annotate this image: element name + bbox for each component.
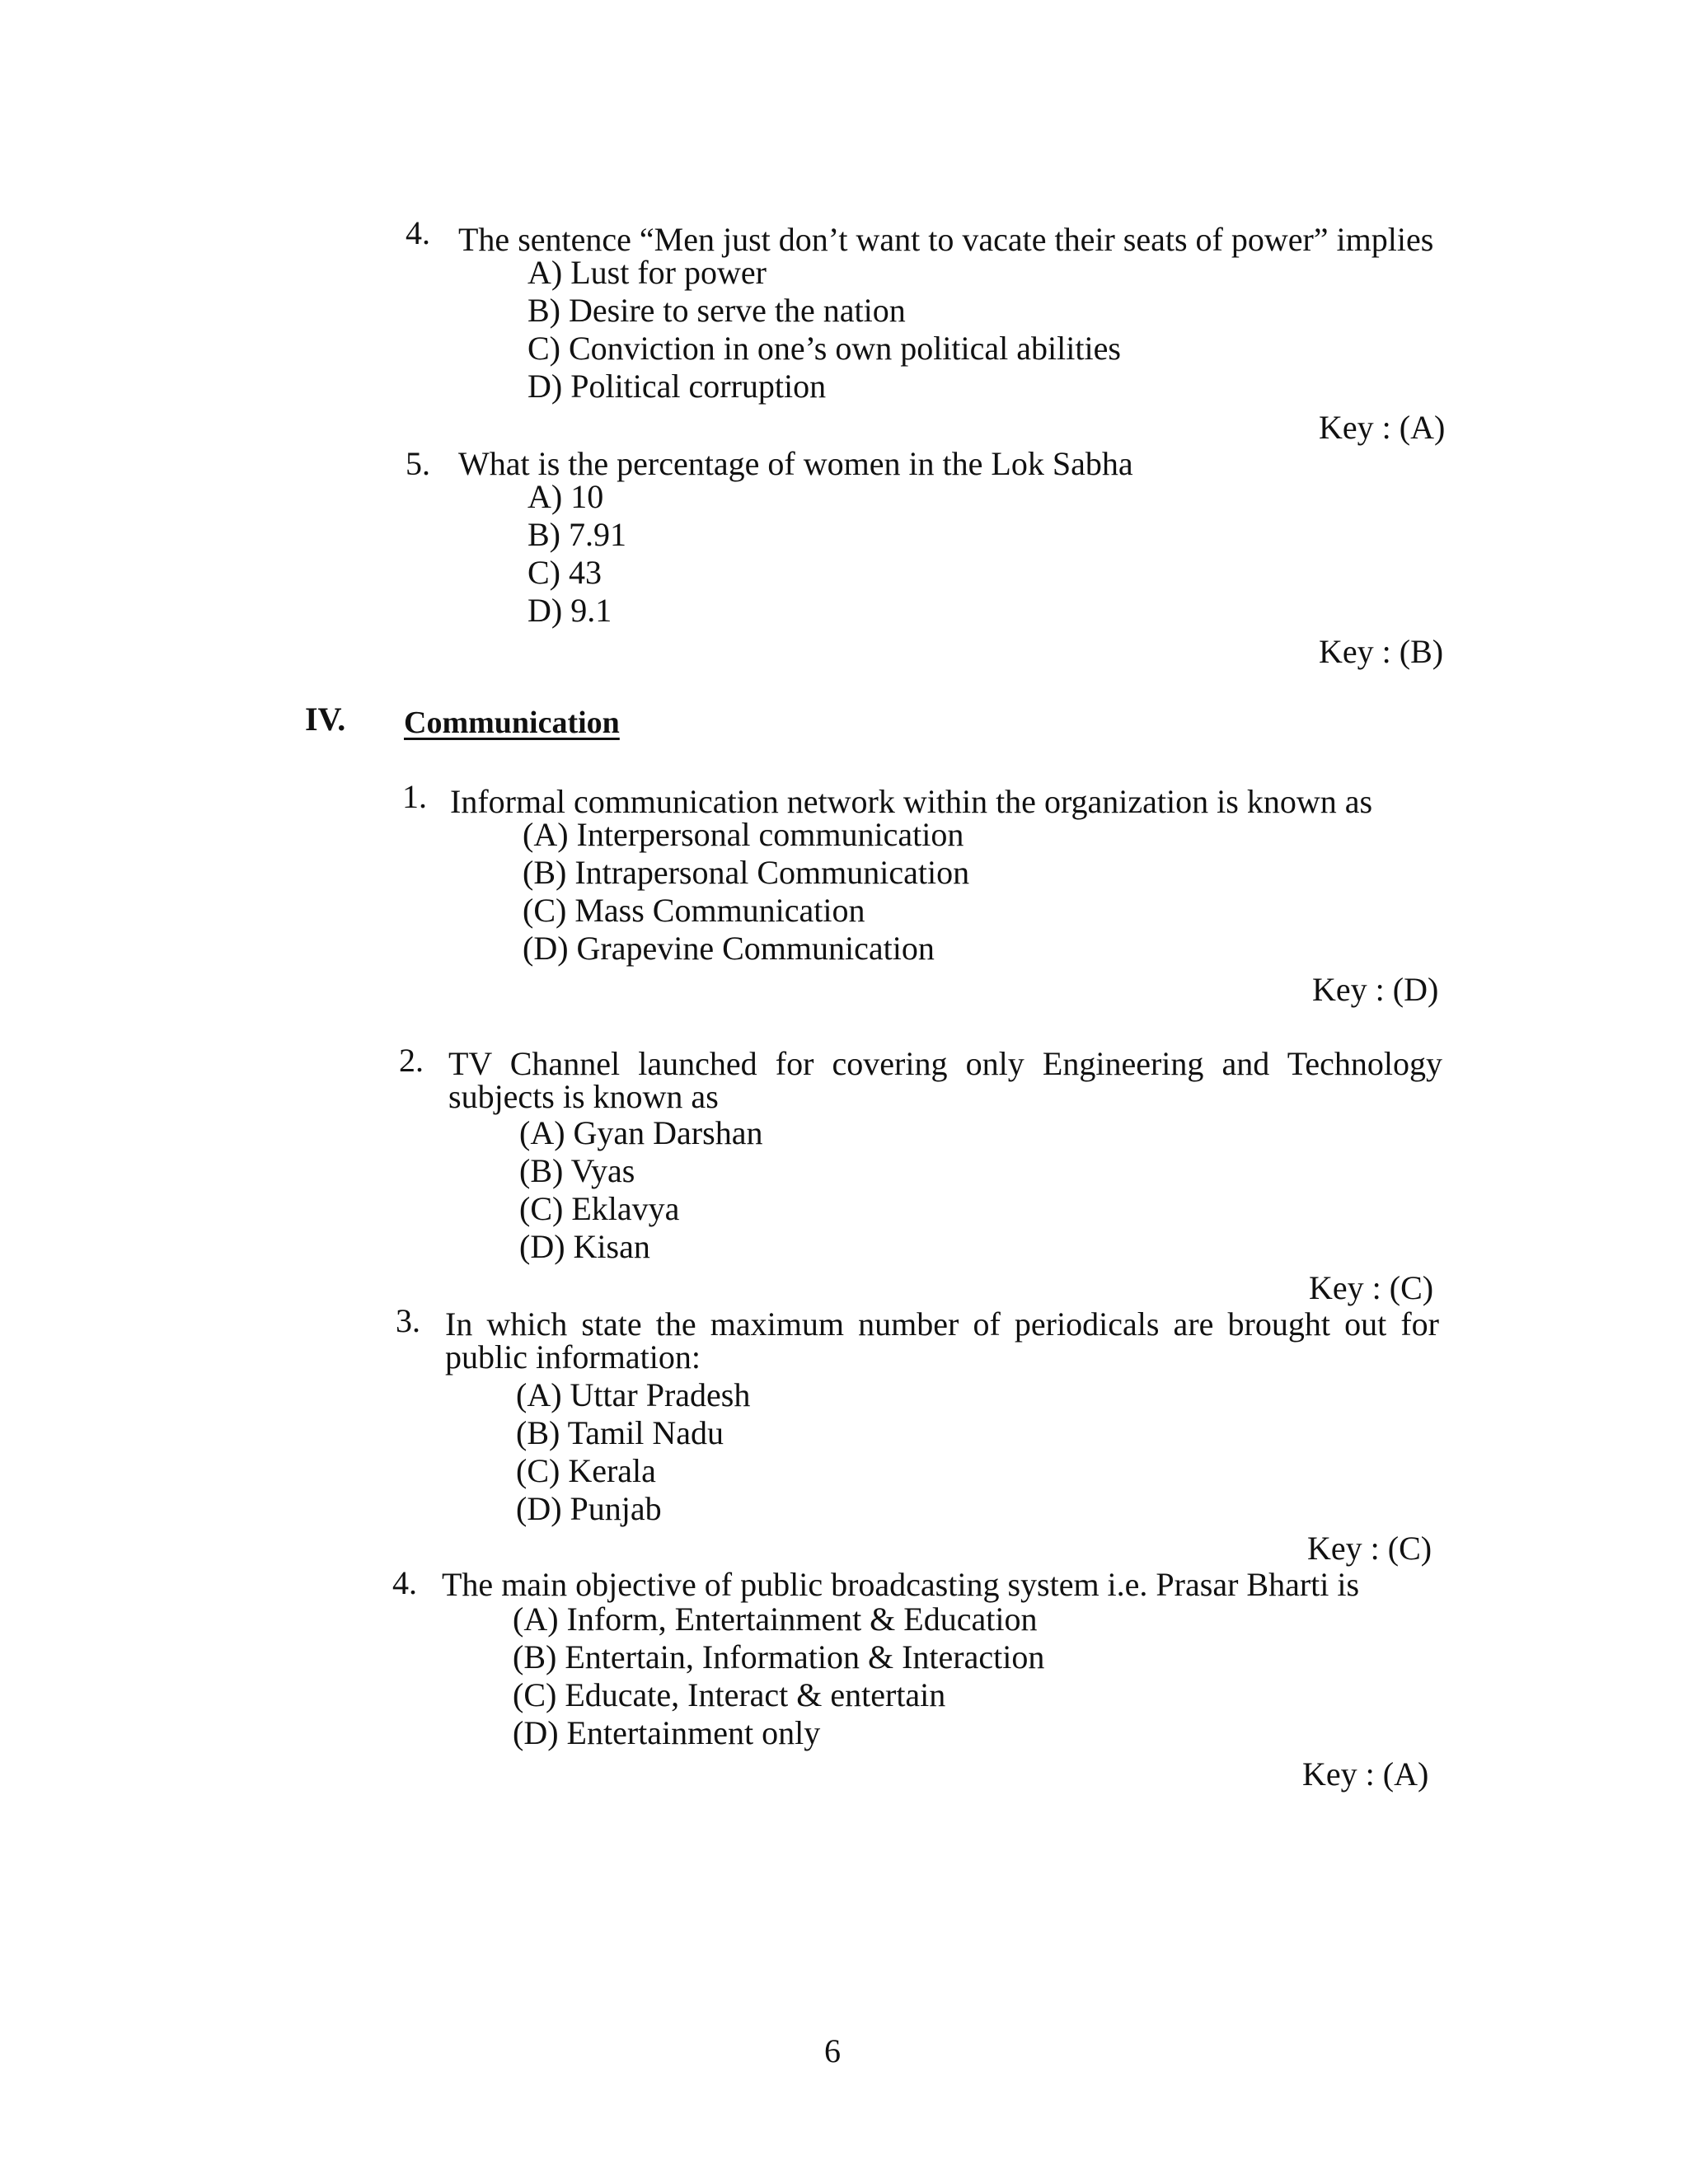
answer-key: Key : (B) [1319, 633, 1444, 670]
option-a: A) 10 [528, 478, 604, 515]
option-c: (C) Eklavya [519, 1190, 680, 1227]
answer-key: Key : (A) [1302, 1755, 1429, 1793]
section-roman-numeral: IV. [305, 701, 346, 738]
question-text-line-1: In which state the maximum number of periodicals are brought out for [445, 1305, 1439, 1343]
option-c: (C) Educate, Interact & entertain [513, 1676, 946, 1713]
question-text: Informal communication network within the organization is known as [450, 783, 1373, 820]
option-d: D) Political corruption [528, 368, 827, 405]
option-c: C) Conviction in one’s own political abilities [528, 330, 1121, 367]
section-title: Communication [404, 705, 620, 740]
question-text-line-2: public information: [445, 1338, 701, 1376]
option-d: D) 9.1 [528, 592, 612, 629]
option-b: (B) Intrapersonal Communication [523, 854, 970, 891]
question-text: The sentence “Men just don’t want to vacate their seats of power” implies [458, 221, 1434, 258]
question-text: The main objective of public broadcasting system i.e. Prasar Bharti is [442, 1566, 1360, 1603]
question-text-line-2: subjects is known as [448, 1078, 719, 1115]
option-c: (C) Kerala [516, 1452, 656, 1489]
option-b: B) Desire to serve the nation [528, 292, 906, 329]
option-a: (A) Gyan Darshan [519, 1114, 763, 1151]
question-number: 4. [392, 1564, 417, 1601]
option-b: (B) Entertain, Information & Interaction [513, 1638, 1045, 1675]
question-number: 1. [402, 778, 427, 815]
question-number: 5. [406, 445, 430, 482]
answer-key: Key : (A) [1319, 409, 1446, 446]
option-b: (B) Vyas [519, 1152, 635, 1189]
answer-key: Key : (D) [1312, 971, 1439, 1008]
option-a: (A) Inform, Entertainment & Education [513, 1601, 1038, 1638]
question-number: 4. [406, 214, 430, 251]
option-c: (C) Mass Communication [523, 892, 865, 929]
option-d: (D) Grapevine Communication [523, 930, 935, 967]
question-text-line-1: TV Channel launched for covering only Engineering and Technology [448, 1045, 1442, 1082]
option-a: (A) Uttar Pradesh [516, 1376, 751, 1413]
option-d: (D) Punjab [516, 1490, 662, 1527]
option-c: C) 43 [528, 554, 602, 591]
option-d: (D) Entertainment only [513, 1714, 821, 1751]
option-d: (D) Kisan [519, 1228, 650, 1265]
option-b: B) 7.91 [528, 516, 626, 553]
question-text: What is the percentage of women in the Lok Sabha [458, 445, 1133, 482]
option-b: (B) Tamil Nadu [516, 1414, 724, 1451]
option-a: (A) Interpersonal communication [523, 816, 964, 853]
page-number: 6 [824, 2032, 841, 2069]
question-number: 3. [396, 1302, 420, 1339]
option-a: A) Lust for power [528, 254, 767, 291]
answer-key: Key : (C) [1307, 1530, 1432, 1567]
answer-key: Key : (C) [1309, 1269, 1434, 1306]
question-number: 2. [399, 1042, 424, 1079]
